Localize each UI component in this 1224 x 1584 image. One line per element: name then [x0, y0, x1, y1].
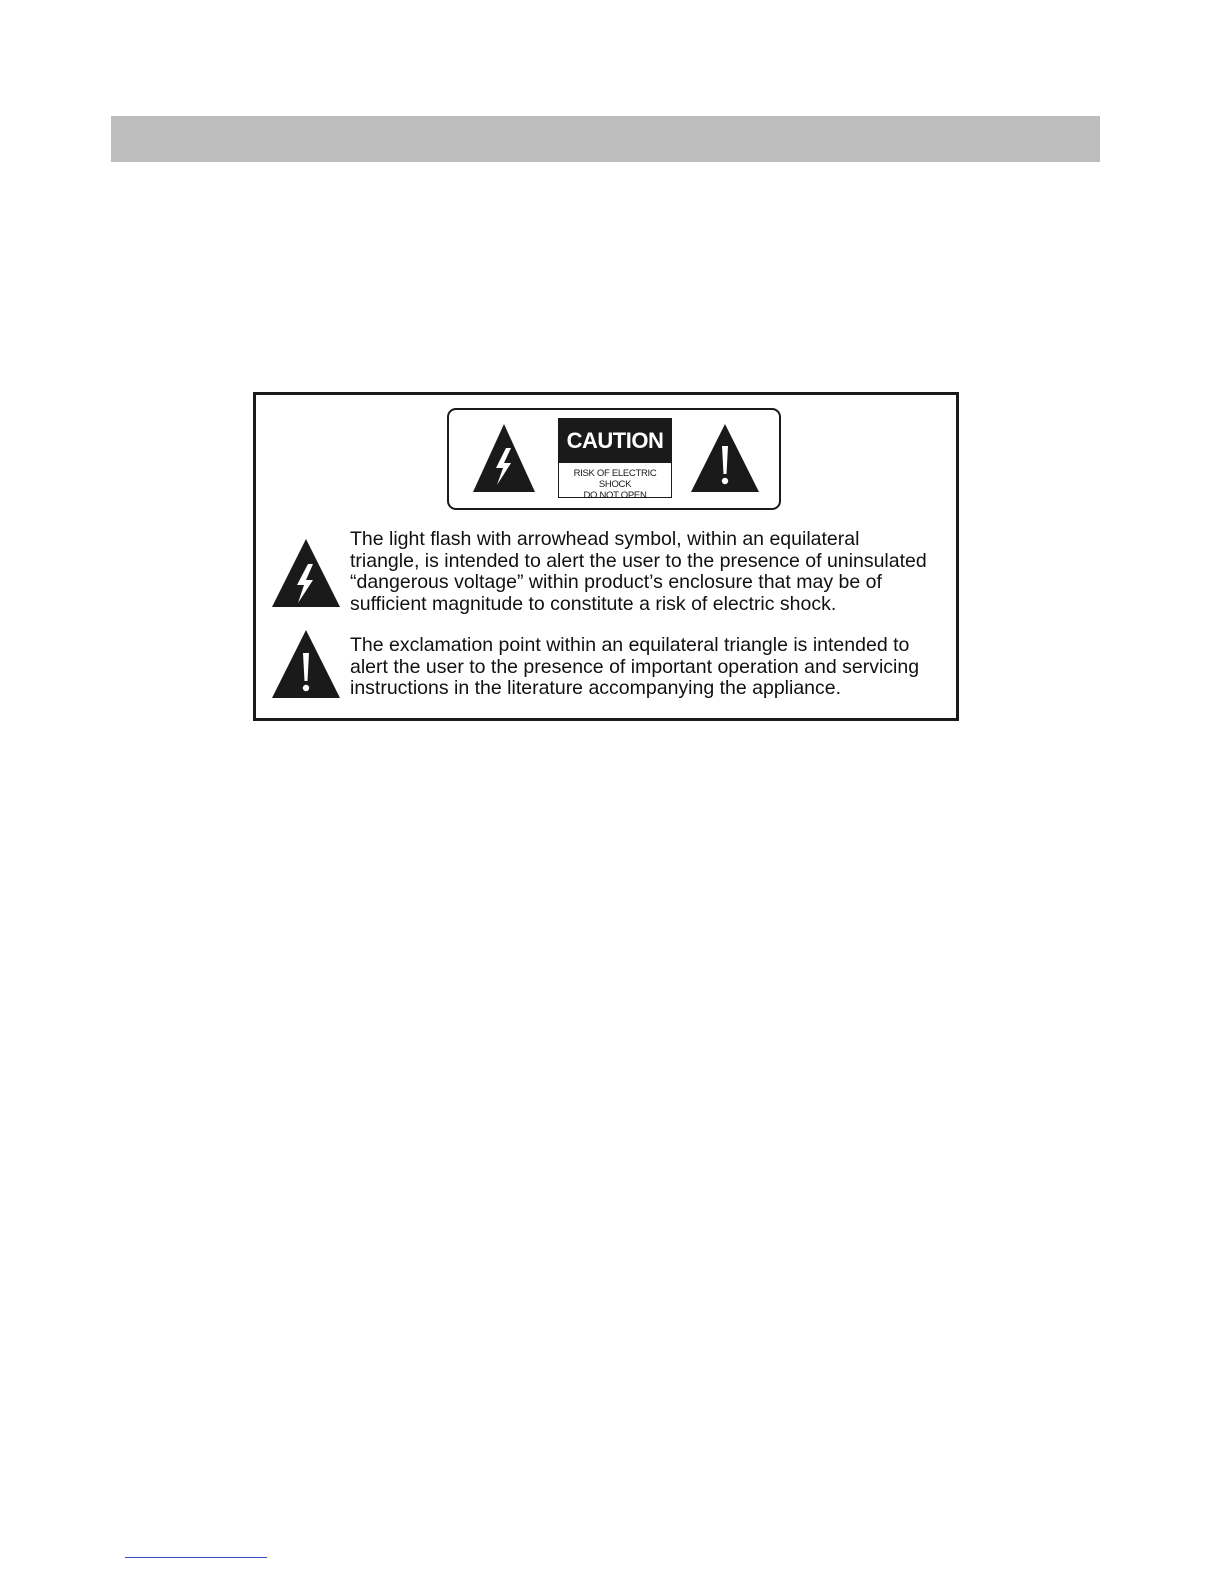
caution-title: CAUTION [559, 419, 671, 463]
caution-subtitle-line2: DO NOT OPEN [583, 490, 647, 501]
caution-subtitle-line1: RISK OF ELECTRIC SHOCK [573, 468, 657, 490]
lightning-note-text: The light flash with arrowhead symbol, within an equilateral triangle, is intended to alert the user to the presence of uninsulated “dangerous voltage” within product’s enclosure that may be of sufficient magnitude to constitute a risk of electric shock. [350, 528, 927, 615]
exclamation-note-text: The exclamation point within an equilateral triangle is intended to alert the user to the presence of important operation and servicing instructions in the literature accompanying the appliance. [350, 634, 920, 699]
safety-warning-box [253, 392, 959, 721]
lightning-triangle-icon [270, 537, 342, 609]
exclamation-triangle-icon [270, 628, 342, 700]
footer-rule [125, 1557, 267, 1558]
exclamation-triangle-icon [689, 422, 761, 494]
caution-subtitle [559, 463, 671, 501]
lightning-triangle-icon [471, 422, 537, 494]
caution-block [558, 418, 672, 501]
section-header-bar [111, 116, 1100, 162]
caution-label [447, 408, 781, 510]
